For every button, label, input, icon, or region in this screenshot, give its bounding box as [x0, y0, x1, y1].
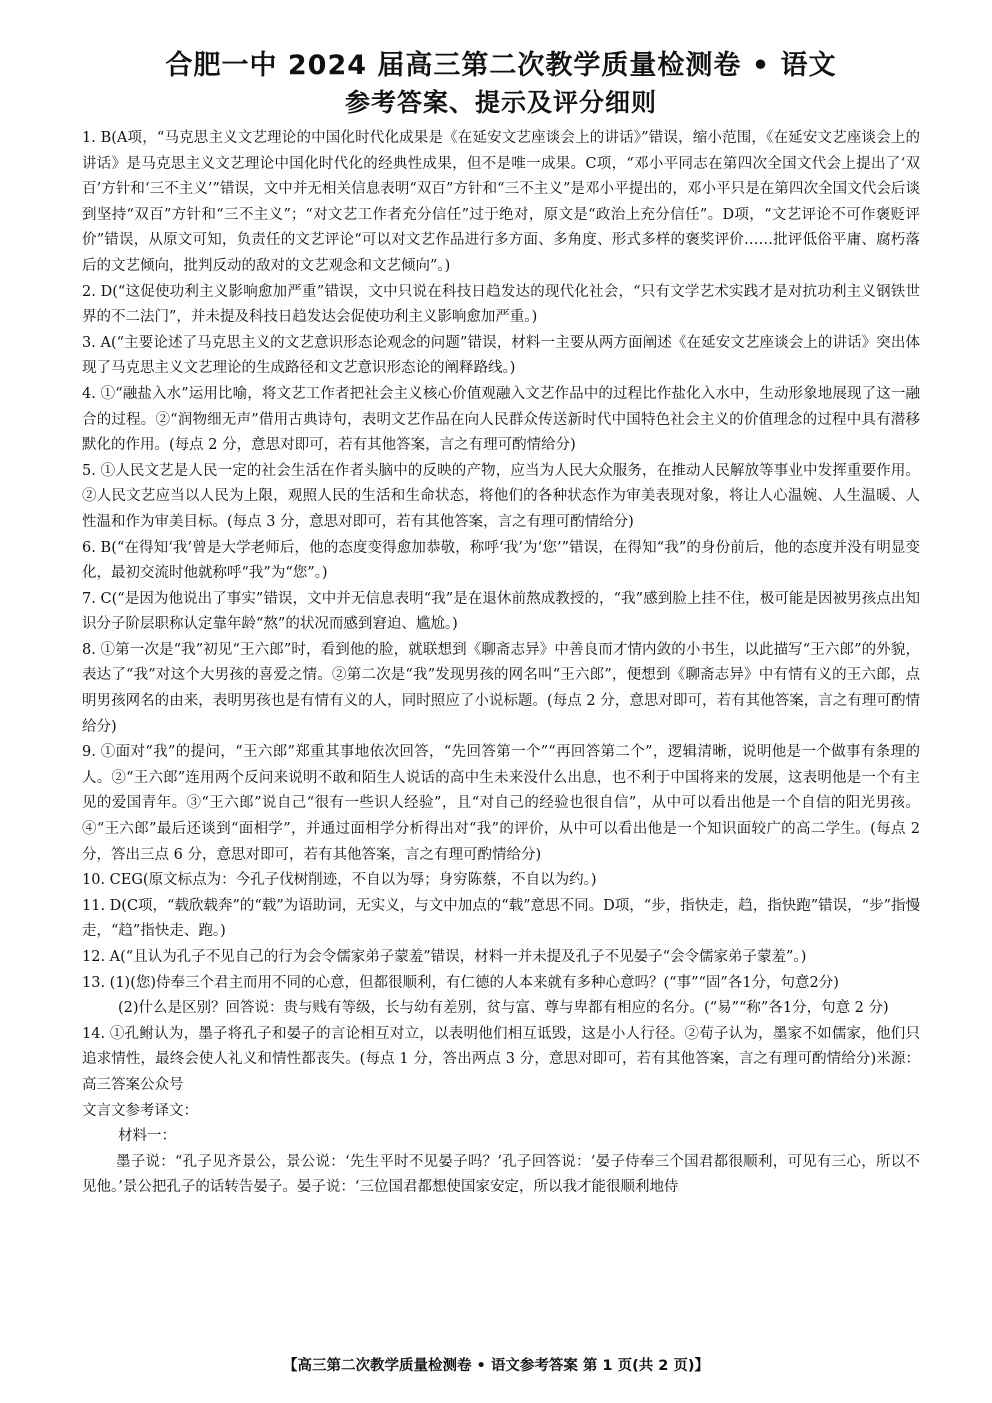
answer-list — [82, 126, 920, 1099]
answer-item-11: 11. D(C项，“载欣载奔”的“载”为语助词，无实义，与文中加点的“载”意思不同。D项，“步，指快走，趋，指快跑”错误，“步”指慢走，“趋”指快走、跑。) — [82, 897, 920, 940]
answer-item-6: 6. B(“在得知‘我’曾是大学老师后，他的态度变得愈加恭敬，称呼‘我’为‘您’”错误，在得知“我”的身份前后，他的态度并没有明显变化，最初交流时他就称呼“我”为“您”。) — [82, 539, 920, 582]
answer-item-1: 1. B(A项，“马克思主义文艺理论的中国化时代化成果是《在延安文艺座谈会上的讲话》”错误，缩小范围，《在延安文艺座谈会上的讲话》是马克思主义文艺理论中国化时代化的经典性成果，但不是唯一成果。C项，“邓小平同志在第四次全国文代会上提出了‘双百’方针和‘三不主义’”错误，文中并无相关信息表明“双百”方针和“三不主义”是邓小平提出的，邓小平只是在第四次全国文代会后谈到坚持“双百”方针和“三不主义”；“对文艺工作者充分信任”过于绝对，原文是“政治上充分信任”。D项，“文艺评论不可作褒贬评价”错误，从原文可知，负责任的文艺评论“可以对文艺作品进行多方面、多角度、形式多样的褒奖评价……批评低俗平庸、腐朽落后的文艺倾向，批判反动的敌对的文艺观念和文艺倾向”。) — [82, 130, 920, 274]
answer-item-8: 8. ①第一次是“我”初见“王六郎”时，看到他的脸，就联想到《聊斋志异》中善良而才情内敛的小书生，以此描写“王六郎”的外貌，表达了“我”对这个大男孩的喜爱之情。②第二次是“我”发现男孩的网名叫“王六郎”，便想到《聊斋志异》中有情有义的王六郎，点明男孩网名的由来，表明男孩也是有情有义的人，同时照应了小说标题。(每点 2 分，意思对即可，若有其他答案，言之有理可酌情给分) — [82, 641, 920, 735]
document-subtitle: 参考答案、提示及评分细则 — [344, 88, 657, 117]
document-title: 合肥一中 2024 届高三第二次教学质量检测卷 • 语文 — [165, 50, 837, 81]
answer-item-10: 10. CEG(原文标点为：今孔子伐树削迹，不自以为辱；身穷陈蔡，不自以为约。) — [82, 872, 597, 889]
answer-item-4: 4. ①“融盐入水”运用比喻，将文艺工作者把社会主义核心价值观融入文艺作品中的过程比作盐化入水中，生动形象地展现了这一融合的过程。②“润物细无声”借用古典诗句，表明文艺作品在向人民群众传送新时代中国特色社会主义的价值理念的过程中具有潜移默化的作用。(每点 2 分，意思对即可，若有其他答案，言之有理可酌情给分) — [82, 385, 920, 454]
page-footer: 【高三第二次教学质量检测卷 • 语文参考答案 第 1 页(共 2 页)】 — [282, 1358, 710, 1374]
answer-item-12: 12. A(“且认为孔子不见自己的行为会令儒家弟子蒙羞”错误，材料一并未提及孔子不见晏子“会令儒家弟子蒙羞”。) — [82, 949, 807, 965]
translation-material-label: 材料一： — [118, 1128, 176, 1145]
translation-heading: 文言文参考译文： — [82, 1102, 198, 1119]
answer-item-13-part2: (2)什么是区别？回答说：贵与贱有等级，长与幼有差别，贫与富、尊与卑都有相应的名分。(“易”“称”各1分，句意 2 分) — [118, 1000, 889, 1017]
translation-paragraph: 墨子说：“孔子见齐景公，景公说：‘先生平时不见晏子吗？’孔子回答说：‘晏子侍奉三个国君都很顺利，可见有三心，所以不见他。’景公把孔子的话转告晏子。晏子说：‘三位国君都想使国家安定，所以我才能很顺利地侍 — [82, 1153, 920, 1196]
answer-item-7: 7. C(“是因为他说出了事实”错误，文中并无信息表明“我”是在退休前熬成教授的，“我”感到脸上挂不住，极可能是因被男孩点出知识分子阶层职称认定靠年龄“熬”的状况而感到窘迫、尴尬。) — [82, 590, 920, 633]
answer-item-9: 9. ①面对“我”的提问，“王六郎”郑重其事地依次回答，“先回答第一个”“再回答第二个”，逻辑清晰，说明他是一个做事有条理的人。②“王六郎”连用两个反问来说明不敢和陌生人说话的高中生未来没什么出息，也不利于中国将来的发展，这表明他是一个有主见的爱国青年。③“王六郎”说自己“很有一些识人经验”，且“对自己的经验也很自信”，从中可以看出他是一个自信的阳光男孩。④“王六郎”最后还谈到“面相学”，并通过面相学分析得出对“我”的评价，从中可以看出他是一个知识面较广的高二学生。(每点 2 分，答出三点 6 分，意思对即可，若有其他答案，言之有理可酌情给分) — [82, 744, 920, 863]
answer-item-13-part1: 13. (1)(您)侍奉三个君主而用不同的心意，但都很顺利，有仁德的人本来就有多种心意吗？(“事”“固”各1分，句意2分) — [82, 974, 839, 991]
answer-item-3: 3. A(“主要论述了马克思主义的文艺意识形态论观念的问题”错误，材料一主要从两方面阐述《在延安文艺座谈会上的讲话》突出体现了马克思主义文艺理论的生成路径和文艺意识形态论的阐释路线。) — [82, 334, 920, 377]
answer-item-14: 14. ①孔鲋认为，墨子将孔子和晏子的言论相互对立，以表明他们相互诋毁，这是小人行径。②荀子认为，墨家不如儒家，他们只追求情性，最终会使人礼义和情性都丧失。(每点 1 分，答出两点 3 分，意思对即可，若有其他答案，言之有理可酌情给分)米源：高三答案公众号 — [82, 1025, 920, 1093]
answer-item-2: 2. D(“这促使功利主义影响愈加严重”错误，文中只说在科技日趋发达的现代化社会，“只有文学艺术实践才是对抗功利主义钢铁世界的不二法门”，并未提及科技日趋发达会促使功利主义影响愈加严重。) — [82, 283, 920, 326]
answer-item-5: 5. ①人民文艺是人民一定的社会生活在作者头脑中的反映的产物，应当为人民大众服务，在推动人民解放等事业中发挥重要作用。②人民文艺应当以人民为上限，观照人民的生活和生命状态，将他们的各种状态作为审美表现对象，将让人心温婉、人生温暖、人性温和作为审美目标。(每点 3 分，意思对即可，若有其他答案，言之有理可酌情给分) — [82, 462, 920, 530]
